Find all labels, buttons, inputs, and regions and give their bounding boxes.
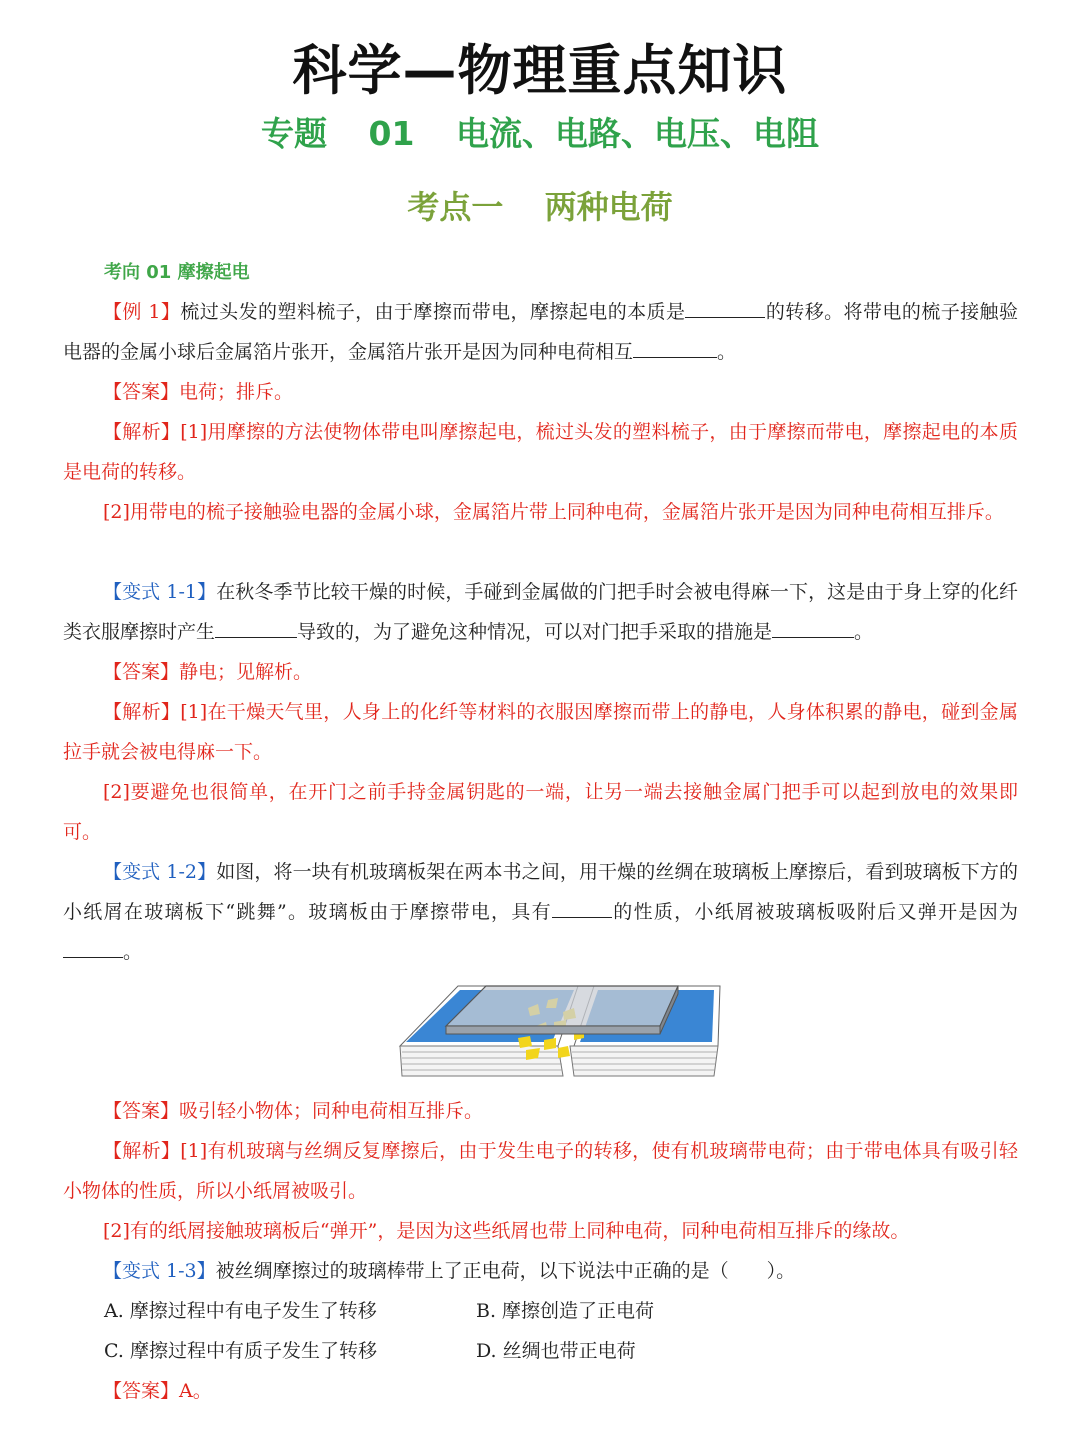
chapter-subtitle: 专题 01 电流、电路、电压、电阻	[261, 114, 819, 153]
answer-text: 电荷；排斥。	[179, 381, 294, 403]
example-text-a: 梳过头发的塑料梳子，由于摩擦而带电，摩擦起电的本质是	[180, 301, 686, 323]
page-title: 科学—物理重点知识	[292, 39, 788, 102]
answer-blank[interactable]	[552, 899, 612, 918]
variant-tag: 【变式 1-3】	[103, 1260, 216, 1282]
answer-1-2	[63, 1091, 1018, 1131]
glass-plate-top	[446, 986, 678, 1026]
answer-tag: 【答案】	[103, 1100, 180, 1122]
variant-1-2	[63, 852, 1018, 972]
example-1	[63, 292, 1018, 372]
variant-1-1	[63, 572, 1018, 652]
analysis-tag: 【解析】	[103, 421, 181, 443]
answer-1	[63, 372, 1018, 412]
variant-tag: 【变式 1-1】	[103, 581, 217, 603]
example-tag: 【例 1】	[103, 301, 181, 323]
answer-tag: 【答案】	[103, 381, 180, 403]
variant-text-b: 导致的，为了避免这种情况，可以对门把手采取的措施是	[297, 621, 773, 643]
analysis-tag: 【解析】	[103, 1140, 181, 1162]
option-d[interactable]: D. 丝绸也带正电荷	[476, 1340, 636, 1362]
answer-blank[interactable]	[685, 299, 765, 318]
glass-plate-books-figure	[398, 978, 724, 1083]
right-book-edge	[570, 1046, 718, 1076]
example-text-b: 的转移。将带电的梳子接触验电器的金属小球后金属箔片张开，金属箔片张开是因为同种电荷相互	[63, 301, 1018, 363]
analysis-1-2-p1	[63, 1131, 1018, 1211]
analysis-text: [2]要避免也很简单，在开门之前手持金属钥匙的一端，让另一端去接触金属门把手可以起到放电的效果即可。	[63, 781, 1018, 843]
variant-text-a: 如图，将一块有机玻璃板架在两本书之间，用干燥的丝绸在玻璃板上摩擦后，看到玻璃板下方的小纸屑在玻璃板下“跳舞”。玻璃板由于摩擦带电，具有	[63, 861, 1018, 923]
variant-1-3	[63, 1251, 1018, 1291]
answer-tag: 【答案】	[103, 1380, 180, 1402]
variant-text-c: 。	[123, 941, 143, 963]
glass-plate-edge	[446, 1026, 660, 1034]
analysis-1-1-p1	[63, 692, 1018, 772]
answer-blank[interactable]	[215, 619, 297, 638]
analysis-text: [1]在干燥天气里，人身上的化纤等材料的衣服因摩擦而带上的静电，人身体积累的静电，碰到金属拉手就会被电得麻一下。	[63, 701, 1018, 763]
option-a[interactable]: A. 摩擦过程中有电子发生了转移	[104, 1300, 377, 1322]
option-b[interactable]: B. 摩擦创造了正电荷	[476, 1300, 655, 1322]
option-c[interactable]: C. 摩擦过程中有质子发生了转移	[104, 1340, 377, 1362]
variant-tag: 【变式 1-2】	[103, 861, 217, 883]
answer-blank[interactable]	[63, 939, 123, 958]
section-heading: 考点一 两种电荷	[407, 188, 673, 226]
analysis-text: [1]有机玻璃与丝绸反复摩擦后，由于发生电子的转移，使有机玻璃带电荷；由于带电体具有吸引轻小物体的性质，所以小纸屑被吸引。	[63, 1140, 1018, 1202]
variant-text-c: 。	[854, 621, 874, 643]
answer-tag: 【答案】	[103, 661, 180, 683]
answer-1-1	[63, 652, 1018, 692]
example-text-c: 。	[717, 341, 737, 363]
analysis-1-2-p2	[63, 1211, 1018, 1251]
answer-1-3	[63, 1371, 1018, 1411]
answer-blank[interactable]	[772, 619, 854, 638]
answer-text: A。	[179, 1380, 212, 1402]
analysis-1-1-p2	[63, 772, 1018, 852]
variant-text: 被丝绸摩擦过的玻璃棒带上了正电荷，以下说法中正确的是（ ）。	[215, 1260, 796, 1282]
topic-heading: 考向 01 摩擦起电	[104, 262, 250, 283]
analysis-1-p1	[63, 412, 1018, 492]
variant-text-b: 的性质，小纸屑被玻璃板吸附后又弹开是因为	[611, 901, 1018, 923]
analysis-text: [1]用摩擦的方法使物体带电叫摩擦起电，梳过头发的塑料梳子，由于摩擦而带电，摩擦起电的本质是电荷的转移。	[63, 421, 1018, 483]
variant-text-a: 在秋冬季节比较干燥的时候，手碰到金属做的门把手时会被电得麻一下，这是由于身上穿的化纤类衣服摩擦时产生	[63, 581, 1018, 643]
analysis-text: [2]有的纸屑接触玻璃板后“弹开”，是因为这些纸屑也带上同种电荷，同种电荷相互排斥的缘故。	[103, 1220, 910, 1242]
answer-text: 静电；见解析。	[179, 661, 313, 683]
analysis-tag: 【解析】	[103, 701, 181, 723]
analysis-1-p2	[63, 492, 1018, 532]
answer-blank[interactable]	[633, 339, 717, 358]
analysis-text: [2]用带电的梳子接触验电器的金属小球，金属箔片带上同种电荷，金属箔片张开是因为同种电荷相互排斥。	[103, 501, 1004, 523]
answer-text: 吸引轻小物体；同种电荷相互排斥。	[179, 1100, 484, 1122]
